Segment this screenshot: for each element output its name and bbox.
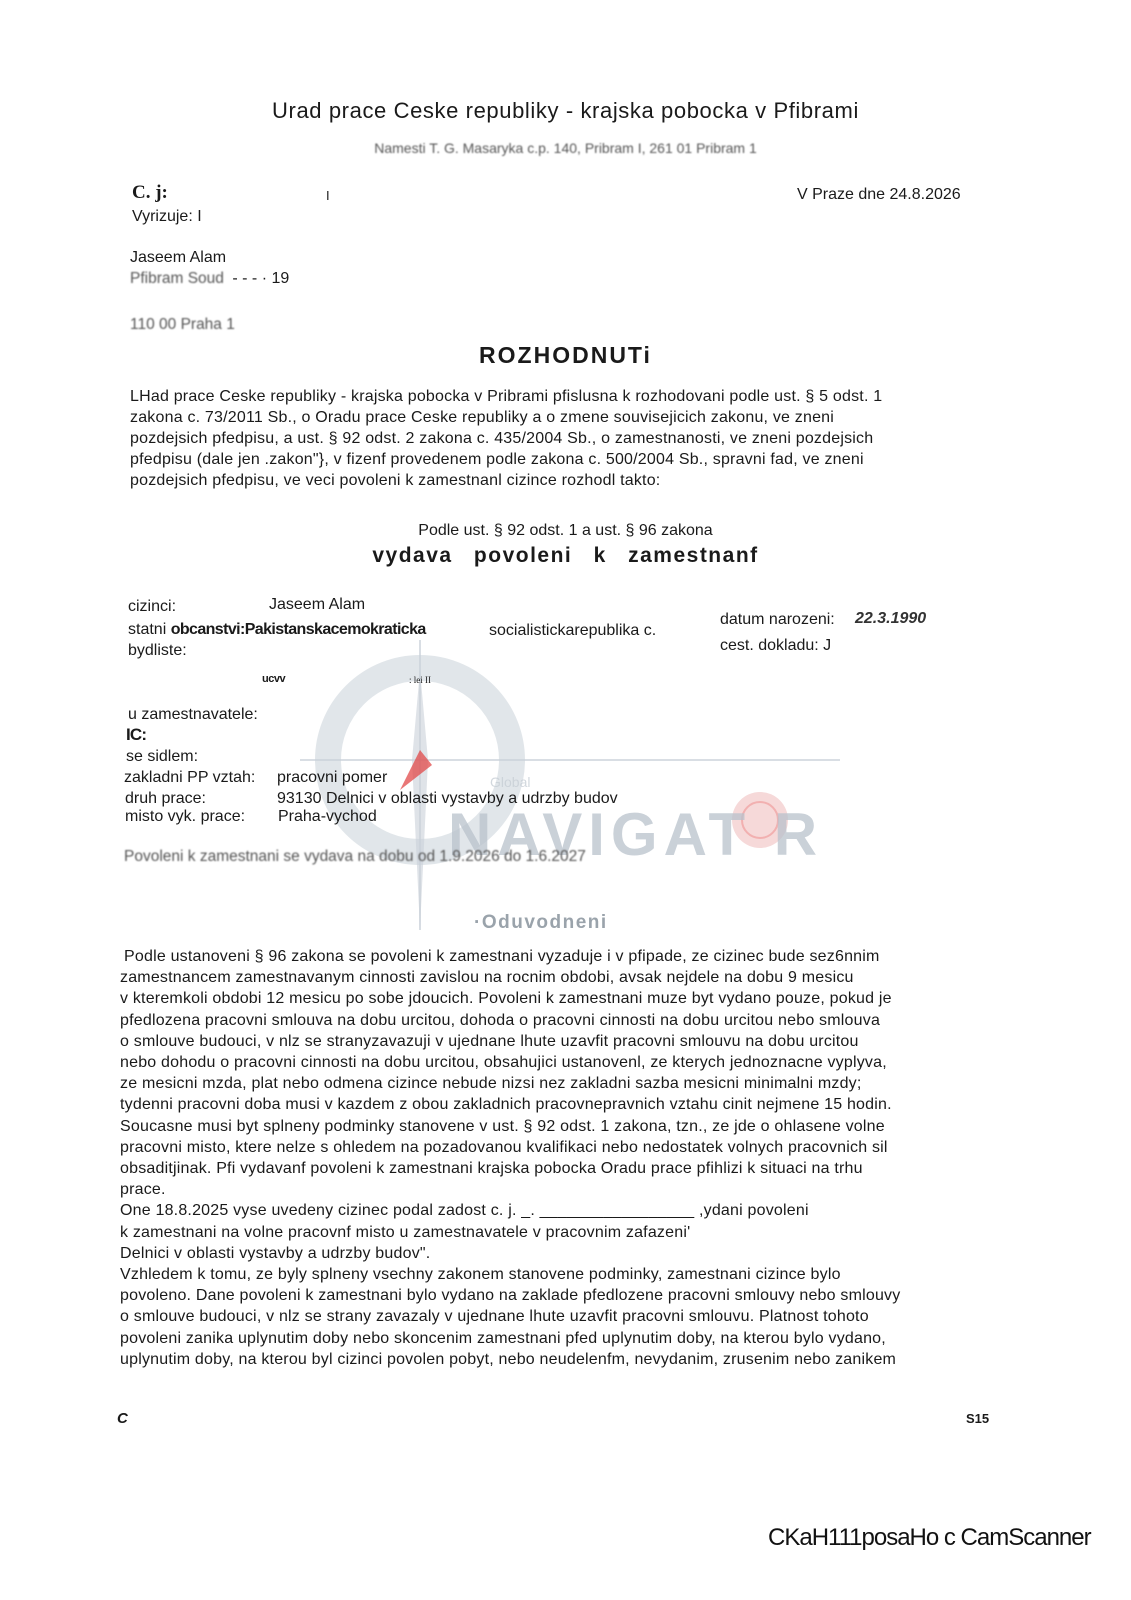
reasoning-line: Podle ustanoveni § 96 zakona se povoleni k zamestnani vyzaduje i v pfipade, ze cizinec bude sez6nnim: [124, 948, 880, 965]
reasoning-line: pracovni misto, ktere nelze s ohledem na pozadovanou kvalifikaci nebo nedostatek volnych pracovnich sil: [120, 1138, 888, 1156]
intro-line: pozdejsich pfedpisu, ve veci povoleni k zamestnanl cizince rozhodl takto:: [130, 472, 661, 489]
footer-left-mark: C: [117, 1410, 128, 1427]
seat-label: se sidlem:: [126, 748, 199, 765]
reasoning-line: prace.: [120, 1181, 166, 1199]
recipient-name: Jaseem Alam: [130, 249, 227, 266]
reasoning-line: Vzhledem k tomu, ze byly splneny vsechny zakonem stanovene podminky, zamestnani cizince bylo: [120, 1266, 841, 1284]
intro-line: zakona c. 73/2011 Sb., o Oradu prace Ceske republiky a o zmene souvisejicich zakonu, ve zneni: [130, 409, 835, 426]
watermark-brand-text: NAVIGAT R: [448, 801, 824, 868]
intro-paragraph: [130, 386, 1000, 491]
intro-line: pozdejsich pfedpisu, a ust. § 92 odst. 2 zakona c. 435/2004 Sb., o zamestnanosti, ve zneni pozdejsich: [130, 430, 874, 447]
birth-date-value: 22.3.1990: [855, 610, 927, 627]
recipient-address-line1: [130, 270, 289, 288]
employment-type-label: zakladni PP vztah:: [124, 769, 256, 786]
verdict: vydava povoleni k zamestnanf: [372, 544, 759, 567]
recipient-street-number: - - - · 19: [232, 270, 290, 287]
reasoning-line: pfedlozena pracovni smlouva na dobu urcitou, dohoda o pracovni cinnosti na dobu urcitou nebo smlouva: [120, 1011, 881, 1029]
citizenship-value: obcanstvi:Pakistanskacemokraticka: [170, 621, 426, 638]
reasoning-line: povoleni zanika uplynutim doby nebo skoncenim zamestnani pfed uplynutim doby, na kterou bylo vydano,: [120, 1329, 886, 1347]
reasoning-line: obsaditjinak. Pfi vydavanf povoleni k zamestnani krajska pobocka Oradu prace pfihlizi k situaci na trhu: [120, 1160, 863, 1178]
intro-line: pfedpisu (dale jen .zakon"}, v fizenf provedenem podle zakona c. 500/2004 Sb., spravni fad, ve zneni: [130, 451, 864, 468]
foreigner-name: Jaseem Alam: [269, 596, 366, 613]
work-place-label: misto vyk. prace:: [125, 808, 246, 825]
reasoning-line: ze mesicni mzda, plat nebo odmena cizince nebude nizsi nez zakladni sazba mesicni minimalni mzdy;: [120, 1075, 862, 1093]
place-and-date: V Praze dne 24.8.2026: [797, 186, 961, 203]
camscanner-stamp: CKaH111posaHo c CamScanner: [768, 1524, 1091, 1551]
case-number-mark: I: [326, 188, 330, 203]
reasoning-line: uplynutim doby, na kterou byl cizinci povolen pobyt, nebo neudelenfm, nevydanim, zrusenim nebo zanikem: [120, 1350, 897, 1368]
intro-line: LHad prace Ceske republiky - krajska pobocka v Pribrami pfislusna k rozhodovani podle ust. § 5 odst. 1: [130, 388, 883, 405]
reasoning-paragraph: [120, 946, 1010, 1370]
reasoning-line: Soucasne musi byt splneny podminky stanovene v ust. § 92 odst. 1 zakona, tzn., ze jde o ohlasene volne: [120, 1117, 885, 1135]
reasoning-line: v kteremkoli obdobi 12 mesicu po sobe jdoucich. Povoleni k zamestnani muze byt vydano pouze, pokud je: [120, 990, 892, 1008]
passport-label: cest. dokladu: J: [720, 637, 832, 654]
recipient-street-blurred: Pfibram Soud: [130, 270, 224, 287]
company-id-label: IC:: [126, 725, 147, 744]
office-header-title: Urad prace Ceske republiky - krajska pobocka v Pfibrami: [272, 98, 859, 123]
reasoning-line: tydenni pracovni doba musi v kazdem z obou zakladnich pracovnepravnich vztahu cinit nejmene 15 hodin.: [120, 1096, 892, 1114]
watermark-small-text: Global: [490, 774, 531, 790]
permit-period-line: Povoleni k zamestnani se vydava na dobu od 1.9.2026 do 1.6.2027: [124, 848, 586, 865]
birth-date-label: datum narozeni:: [720, 611, 835, 628]
job-type-label: druh prace:: [125, 790, 206, 807]
handled-by: Vyrizuje: I: [132, 208, 202, 225]
page-code: S15: [966, 1411, 990, 1426]
case-number-label: C. j:: [132, 182, 168, 203]
foreigner-label: cizinci:: [128, 598, 177, 615]
reasoning-line: One 18.8.2025 vyse uvedeny cizinec podal zadost c. j. _. _________________ ,ydani povoleni: [120, 1202, 809, 1220]
recipient-address-line2: 110 00 Praha 1: [130, 316, 235, 333]
citizenship-tail: socialistickarepublika c.: [489, 622, 657, 639]
decision-title: ROZHODNUTi: [479, 342, 652, 368]
residence-smudge-1: ucvv: [262, 673, 286, 685]
work-place-value: Praha-vychod: [278, 808, 377, 825]
residence-smudge-2: : lei II: [409, 675, 431, 685]
office-header-address: Namesti T. G. Masaryka c.p. 140, Pribram I, 261 01 Pribram 1: [374, 140, 757, 156]
job-type-value: 93130 Delnici v oblasti vystavby a udrzby budov: [277, 790, 618, 807]
reasoning-line: nebo dohodu o pracovni cinnosti na dobu urcitou, obsahujici ustanovenl, ze kterych jednoznacne vyplyva,: [120, 1054, 887, 1072]
reasoning-line: zamestnancem zamestnavanym cinnosti zavislou na rocnim obdobi, avsak nejdele na dobu 9 mesicu: [120, 969, 854, 987]
reasoning-line: Delnici v oblasti vystavby a udrzby budov".: [120, 1244, 431, 1262]
reasoning-line: k zamestnani na volne pracovnf misto u zamestnavatele v pracovnim zafazeni': [120, 1223, 691, 1241]
reasoning-heading: ·Oduvodneni: [474, 912, 608, 933]
reasoning-line: povoleno. Dane povoleni k zamestnani bylo vydano na zaklade pfedlozene pracovni smlouvy nebo smlouvy: [120, 1287, 901, 1305]
employment-type-value: pracovni pomer: [277, 769, 388, 786]
citizenship-row: [128, 621, 426, 639]
employer-label: u zamestnavatele:: [128, 706, 258, 723]
reasoning-line: o smlouve budouci, v nlz se strany zavazaly v ujednane lhute uzavfit pracovni smlouvu. Platnost tohoto: [120, 1308, 869, 1326]
legal-basis: Podle ust. § 92 odst. 1 a ust. § 96 zakona: [418, 522, 713, 539]
residence-label: bydliste:: [128, 642, 187, 659]
reasoning-line: o smlouve budouci, v nlz se stranyzavazuji v ujednane lhute uzavfit pracovni smlouvu na dobu urcitou: [120, 1032, 859, 1050]
citizenship-prefix: statni: [128, 621, 171, 638]
